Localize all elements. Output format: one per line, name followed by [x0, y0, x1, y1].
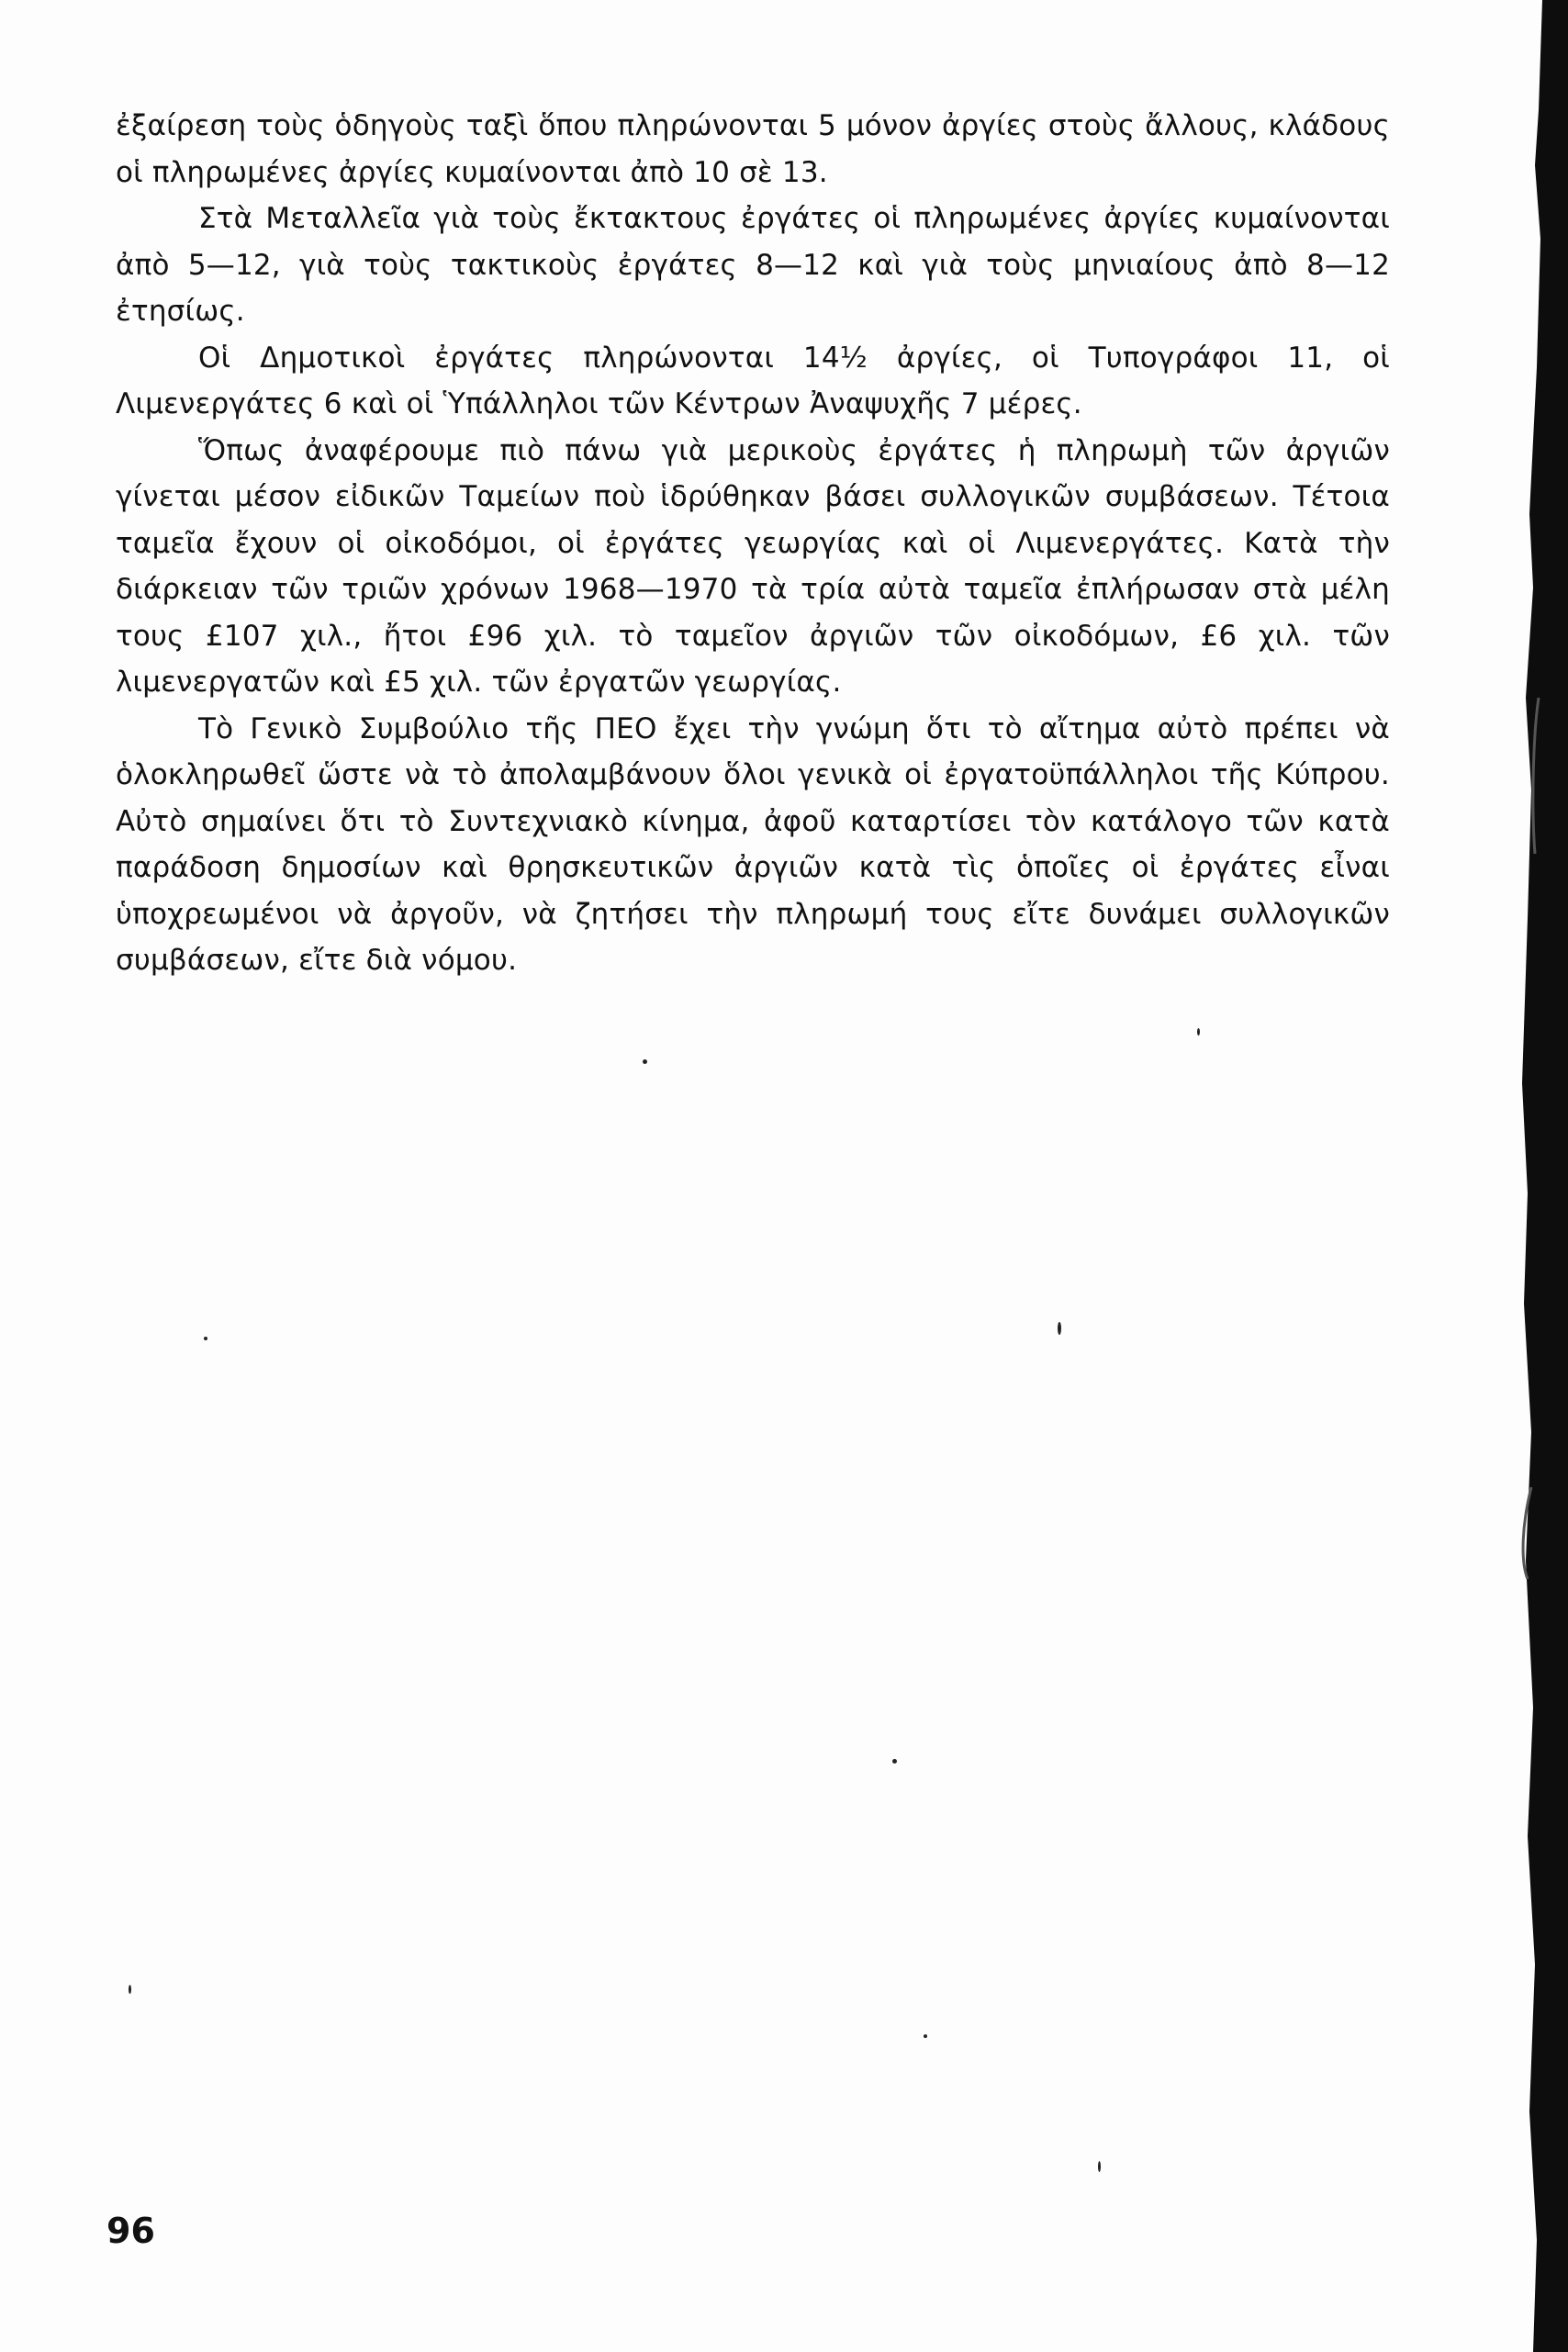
paragraph-1: ἐξαίρεση τοὺς ὁδηγοὺς ταξὶ ὅπου πληρώνονται 5 μόνον ἀργίες στοὺς ἄλλους, κλάδους οἱ πληρωμένες ἀργίες κυμαίνονται ἀπὸ 10 σὲ 13. [116, 109, 1390, 189]
scan-speck [204, 1337, 207, 1340]
paragraph-5: Τὸ Γενικὸ Συμβούλιο τῆς ΠΕΟ ἔχει τὴν γνώμη ὅτι τὸ αἴτημα αὐτὸ πρέπει νὰ ὁλοκληρωθεῖ ὥστε νὰ τὸ ἀπολαμβάνουν ὅλοι γενικὰ οἱ ἐργατοϋπάλληλοι τῆς Κύπρου. Αὐτὸ σημαίνει ὅτι τὸ Συντεχνιακὸ κίνημα, ἀφοῦ καταρτίσει τὸν κατάλογο τῶν κατὰ παράδοση δημοσίων καὶ θρησκευτικῶν ἀργιῶν κατὰ τὶς ὁποῖες οἱ ἐργάτες εἶναι ὑποχρεωμένοι νὰ ἀργοῦν, νὰ ζητήσει τὴν πληρωμή τους εἴτε δυνάμει συλλογικῶν συμβάσεων, εἴτε διὰ νόμου. [116, 711, 1390, 977]
scan-speck [129, 1985, 131, 1994]
paragraph-3: Οἱ Δημοτικοὶ ἐργάτες πληρώνονται 14½ ἀργίες, οἱ Τυπογράφοι 11, οἱ Λιμενεργάτες 6 καὶ οἱ Ὑπάλληλοι τῶν Κέντρων Ἀναψυχῆς 7 μέρες. [116, 341, 1390, 420]
scan-speck [643, 1059, 647, 1064]
paragraph-2: Στὰ Μεταλλεῖα γιὰ τοὺς ἔκτακτους ἐργάτες οἱ πληρωμένες ἀργίες κυμαίνονται ἀπὸ 5—12, γιὰ τοὺς τακτικοὺς ἐργάτες 8—12 καὶ γιὰ τοὺς μηνιαίους ἀπὸ 8—12 ἐτησίως. [116, 202, 1390, 328]
scan-speck [892, 1759, 897, 1764]
scan-shadow-edge [1515, 0, 1568, 2352]
scan-speck [1098, 2161, 1101, 2172]
page-number: 96 [106, 2211, 155, 2251]
paragraph-4: Ὅπως ἀναφέρουμε πιὸ πάνω γιὰ μερικοὺς ἐργάτες ἡ πληρωμὴ τῶν ἀργιῶν γίνεται μέσον εἰδικῶν Ταμείων ποὺ ἱδρύθηκαν βάσει συλλογικῶν συμβάσεων. Τέτοια ταμεῖα ἔχουν οἱ οἰκοδόμοι, οἱ ἐργάτες γεωργίας καὶ οἱ Λιμενεργάτες. Κατὰ τὴν διάρκειαν τῶν τριῶν χρόνων 1968—1970 τὰ τρία αὐτὰ ταμεῖα ἐπλήρωσαν στὰ μέλη τους £107 χιλ., ἤτοι £96 χιλ. τὸ ταμεῖον ἀργιῶν τῶν οἰκοδόμων, £6 χιλ. τῶν λιμενεργατῶν καὶ £5 χιλ. τῶν ἐργατῶν γεωργίας. [116, 433, 1390, 699]
scan-speck [924, 2034, 927, 2038]
scan-speck [1058, 1322, 1061, 1335]
scan-speck [1197, 1028, 1200, 1036]
body-text [116, 103, 1390, 984]
